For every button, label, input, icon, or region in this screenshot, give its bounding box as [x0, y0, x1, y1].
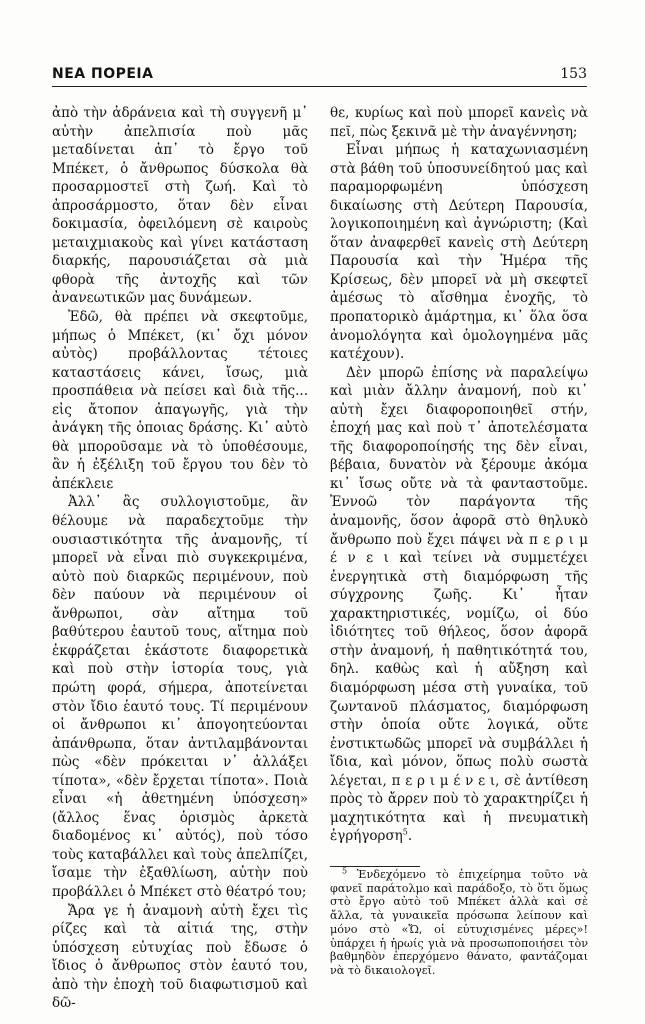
- footnote-reference: 5: [402, 827, 408, 837]
- paragraph: [330, 364, 588, 846]
- left-column: [52, 104, 308, 1013]
- paragraph: θε, κυρίως καὶ ποὺ μπορεῖ κανεὶς νὰ πεῖ, πὼς ξεκινᾶ μὲ τὴν ἀναγέννηση;: [330, 105, 588, 140]
- paragraph: Ἀλλ᾽ ἂς συλλογιστοῦμε, ἂν θέλουμε νὰ παραδεχτοῦμε τὴν ουσιαστικότητα τῆς ἀναμονῆς, τί μπορεῖ νὰ εἶναι πιὸ συγκεκριμένα, αὐτὸ ποὺ διαρκῶς περιμένουν, ποὺ δὲν παύουν νὰ περιμένουν οἱ ἄνθρωποι, σὰν αἴτημα τοῦ βαθύτερου ἑαυτοῦ τους, αἴτημα ποὺ ἐκφράζεται ἑκάστοτε διαφορετικὰ καὶ ποὺ στὴν ἱστορία τους, γιὰ πρώτη φορά, σήμερα, ἀποτείνεται στὸν ἴδιο ἑαυτό τους. Τί περιμένουν οἱ ἄνθρωποι κι᾽ ἀπογοητεύονται ἀπάνθρωπα, ὅταν ἀντιλαμβάνονται πὼς «δὲν πρόκειται ν᾽ ἀλλάξει τίποτα», «δὲν ἔρχεται τίποτα». Ποιὰ εἶναι «ἡ ἀθετημένη ὑπόσχεση» (ἄλλος ἕνας ὁρισμὸς ἀρκετὰ διαδομένος κι᾽ αὐτός), ποὺ τόσο τοὺς καταβάλλει καὶ τοὺς ἀπελπίζει, ἴσαμε τὴν ἐξαθλίωση, αὐτὴν ποὺ προβάλλει ὁ Μπέκετ στὸ θέατρό του;: [52, 494, 308, 900]
- paragraph: Εἶναι μήπως ἡ καταχωνιασμένη στὰ βάθη τοῦ ὑποσυνείδητού μας καὶ παραμορφωμένη ὑπόσχεση δικαίωσης στὴ Δεύτερη Παρουσία, λογικοποιημένη καὶ ἀγνώριστη; (Καὶ ὅταν ἀναφερθεῖ κανεὶς στὴ Δεύτερη Παρουσία καὶ τὴν Ἡμέρα τῆς Κρίσεως, δὲν μπορεῖ νὰ μὴ σκεφτεῖ ἀμέσως τὸ αἴσθημα ἐνοχῆς, τὸ προπατορικὸ ἁμάρτημα, κι᾽ ὅλα ὅσα ἀνομολόγητα καὶ ὁμολογημένα μᾶς κατέχουν).: [330, 142, 588, 363]
- paragraph-end: .: [407, 828, 413, 845]
- paragraph-text: Δὲν μπορῶ ἐπίσης νὰ παραλείψω καὶ μιὰν ἄλλην ἀναμονή, ποὺ κι᾽ αὐτὴ ἔχει διαφοροποιηθεῖ στήν, ἐποχή μας καὶ ποὺ τ᾽ ἀποτελέσματα τῆς διαφοροποίησής της δὲν εἶναι, βέβαια, δυνατὸν νὰ ξέρουμε ἀκόμα κι᾽ ἴσως οὔτε νὰ τὰ φανταστοῦμε. Ἐννοῶ τὸν παράγοντα τῆς ἀναμονῆς, ὅσον ἀφορᾶ στὸ θηλυκὸ ἄνθρωπο ποὺ ἔχει πάψει νὰ π ε ρ ι μ έ ν ε ι καὶ τείνει νὰ συμμετέχει ἐνεργητικὰ στὴ διαμόρφωση τῆς σύγχρονης ζωῆς. Κι᾽ ἦταν χαρακτηριστικές, νομίζω, οἱ δύο ἰδιότητες τοῦ θήλεος, ὅσον ἀφορᾶ στὴν ἀναμονή, ἡ παθητικότητά του, δηλ. καθὼς καὶ ἡ αὔξηση καὶ διαμόρφωση μέσα στὴ γυναίκα, τοῦ ζωντανοῦ πλάσματος, διαμόρφωση στὴν ὁποία οὔτε λογικά, οὔτε ἐνστικτωδῶς μπορεῖ νὰ συμβάλλει ἡ ἴδια, καὶ μόνον, ὅπως πολὺ σωστὰ λέγεται, π ε ρ ι μ έ ν ε ι, σὲ ἀντίθεση πρὸς τὸ ἄρρεν ποὺ τὸ χαρακτηρίζει ἡ μαχητικότητα καὶ ἡ πνευματικὴ ἐγρήγορση: [330, 364, 588, 845]
- footnote: [330, 868, 588, 978]
- paragraph: ἀπὸ τὴν ἀδράνεια καὶ τὴ συγγενῆ μ᾽ αὐτὴν ἀπελπισία ποὺ μᾶς μεταδίνεται ἀπ᾽ τὸ ἔργο τοῦ Μπέκετ, ὁ ἄνθρωπος δύσκολα θὰ προσαρμοστεῖ στὴ ζωή. Καὶ τὸ ἀπροσάρμοστο, ὅταν δὲν εἶναι δοκιμασία, ὀφειλόμενη σὲ καιροὺς μεταιχμιακοὺς καὶ γίνει κατάσταση διαρκής, παρουσιάζεται σὰ μιὰ φθορὰ τῆς ἀντοχῆς καὶ τῶν ἀνανεωτικῶν μας δυνάμεων.: [52, 105, 308, 307]
- footnote-text: Ἐνδεχόμενο τὸ ἐπιχείρημα τοῦτο νὰ φανεῖ παράτολμο καὶ παράδοξο, τὸ ὅτι ὅμως στὸ ἔργο αὐτὸ τοῦ Μπέκετ ἀλλὰ καὶ σὲ ἄλλα, τὰ γυναικεῖα πρόσωπα λείπουν καὶ μόνο στὸ «Ὤ, οἱ εὐτυχισμένες μέρες»! ὑπάρχει ἡ ἡρωίς γιὰ νὰ προσωποποιήσει τὸν βαθμηδὸν ἐπερχόμενο θάνατο, φαντάζομαι νὰ τὸ δικαιολογεῖ.: [330, 868, 588, 977]
- right-column: [330, 104, 588, 846]
- paragraph: Ἄρα γε ἡ ἀναμονὴ αὐτὴ ἔχει τὶς ρίζες καὶ τὰ αἰτιά της, στὴν ὑπόσχεση εὐτυχίας ποὺ ἔδωσε ὁ ἴδιος ὁ ἄνθρωπος στὸν ἑαυτό του, ἀπὸ τὴν ἐποχὴ τοῦ διαφωτισμοῦ καὶ δῶ-: [52, 902, 308, 1012]
- paragraph: Ἐδῶ, θὰ πρέπει νὰ σκεφτοῦμε, μήπως ὁ Μπέκετ, (κι᾽ ὄχι μόνον αὐτὸς) προβάλλοντας τέτοιες καταστάσεις κάνει, ἴσως, μιὰ προσπάθεια νὰ πείσει καὶ διὰ τῆς... εἰς ἄτοπον ἀπαγωγῆς, γιὰ τὴν ἀνάγκη τῆς ὁποιας δράσης. Κι᾽ αὐτὸ θὰ μποροῦσαμε νὰ τὸ ὑποθέσουμε, ἂν ἡ ἐξέλιξη τοῦ ἔργου του δὲν τὸ ἀπέκλειε: [52, 309, 308, 492]
- journal-title: ΝΕΑ ΠΟΡΕΙΑ: [52, 66, 154, 82]
- footnote-marker: 5: [342, 866, 348, 876]
- running-header: [52, 64, 587, 87]
- page-number: 153: [560, 66, 587, 82]
